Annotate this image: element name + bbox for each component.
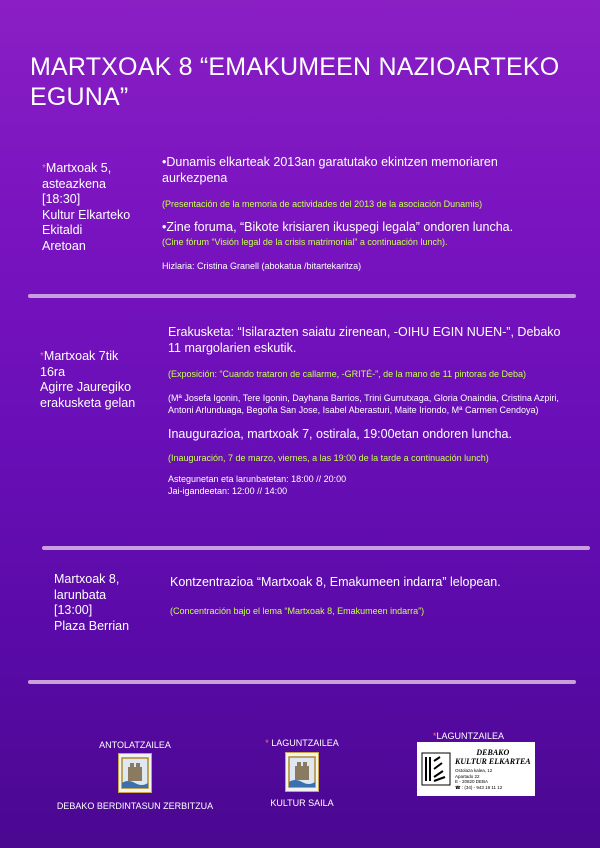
section-3-weekday: larunbata — [54, 587, 107, 602]
star-icon: * — [265, 738, 269, 748]
card-title-1: DEBAKO — [476, 748, 510, 757]
item-1-spanish: (Presentación de la memoria de actividades del 2013 de la asociación Dunamis) — [162, 199, 483, 209]
opening-spanish: (Inauguración, 7 de marzo, viernes, a las 19:00 de la tarde a continuación lunch) — [168, 452, 489, 463]
section-1-time: [18:30] — [42, 192, 81, 206]
section-2-place-2: erakusketa gelan — [40, 395, 136, 410]
sponsor-1-name: KULTUR SAILA — [270, 798, 334, 808]
section-3-datetime — [54, 572, 129, 634]
section-2-content — [168, 325, 568, 497]
exhibit-basque: Erakusketa: “Isilarazten saiatu zirenean, -OIHU EGIN NUEN-”, Debako 11 margolarien eskutik. — [168, 325, 561, 355]
section-1-place-3: Aretoan — [42, 238, 86, 253]
section-2-place-1: Agirre Jauregiko — [40, 380, 132, 394]
rally-basque: Kontzentrazioa “Martxoak 8, Emakumeen indarra” lelopean. — [170, 575, 501, 589]
section-2-datetime — [40, 349, 135, 411]
section-1-weekday: asteazkena — [42, 176, 106, 191]
artists-list: (Mª Josefa Igonin, Tere Igonin, Dayhana Barrios, Trini Gurrutxaga, Gloria Onaindia, Cristina Azpiri, Antoni Arlunduaga, Begoña San Jose, Isabel Aberasturi, Maite Iriondo, Mª Carmen Cendoya) — [168, 393, 559, 415]
section-1-place-2: Ekitaldi — [42, 223, 83, 237]
organizer-label: ANTOLATZAILEA — [99, 740, 171, 750]
opening-basque: Inaugurazioa, martxoak 7, ostirala, 19:00etan ondoren luncha. — [168, 427, 512, 441]
section-2-date-end: 16ra — [40, 364, 66, 379]
star-icon: * — [433, 731, 437, 741]
card-line: E - 20820 DEBA — [455, 779, 489, 784]
sponsor-1-label: LAGUNTZAILEA — [271, 738, 339, 748]
star-icon: * — [40, 351, 44, 362]
divider-1 — [28, 294, 576, 298]
section-2-date: Martxoak 7tik — [43, 349, 119, 363]
item-2-spanish: (Cine fórum “Visión legal de la crisis matrimonial” a continuación lunch). — [162, 236, 448, 247]
card-line: Ostolaza kalea, 12 — [455, 768, 493, 773]
section-1-date: Martxoak 5, — [45, 161, 112, 175]
organizer-name: DEBAKO BERDINTASUN ZERBITZUA — [56, 801, 214, 811]
card-address — [455, 768, 531, 790]
item-2-basque: •Zine foruma, “Bikote krisiaren ikuspegi legala” ondoren luncha. — [162, 220, 514, 234]
kultur-elkartea-logo-card — [417, 742, 535, 796]
organizer-block — [56, 740, 214, 811]
exhibit-spanish: (Exposición: “Cuando trataron de callarme, -GRITÉ-”, de la mano de 11 pintoras de Deba) — [168, 369, 527, 379]
section-3-content — [170, 575, 570, 617]
star-icon: * — [42, 163, 46, 174]
kultur-elkartea-icon — [421, 751, 451, 787]
card-line: Apartado 22 — [455, 773, 480, 779]
divider-3 — [28, 680, 576, 684]
deba-crest-logo — [285, 752, 319, 792]
section-3-place: Plaza Berrian — [54, 618, 130, 633]
section-1-datetime — [42, 161, 130, 254]
card-line: ☎ : (34) - 943 19 11 12 — [455, 784, 503, 790]
rally-spanish: (Concentración bajo el lema “Martxoak 8, Emakumeen indarra”) — [170, 605, 425, 616]
card-title-2: KULTUR ELKARTEA — [455, 757, 531, 766]
sponsor-1-block — [262, 738, 342, 808]
page-title: MARTXOAK 8 “EMAKUMEEN NAZIOARTEKO EGUNA” — [30, 53, 560, 111]
section-3-date: Martxoak 8, — [54, 572, 120, 586]
section-1-content — [162, 155, 562, 272]
section-1-place-1: Kultur Elkarteko — [42, 207, 131, 222]
sponsor-2-label-block — [433, 731, 533, 741]
deba-crest-logo — [118, 753, 152, 793]
speaker-text: Hizlaria: Cristina Granell (abokatua /bitartekaritza) — [162, 260, 362, 271]
hours-holiday: Jai-igandeetan: 12:00 // 14:00 — [168, 485, 288, 496]
item-1-basque: •Dunamis elkarteak 2013an garatutako ekintzen memoriaren aurkezpena — [162, 155, 498, 185]
hours-weekday: Astegunetan eta larunbatetan: 18:00 // 20:00 — [168, 473, 347, 484]
sponsor-2-label: LAGUNTZAILEA — [436, 731, 505, 741]
divider-2 — [42, 546, 590, 550]
section-3-time: [13:00] — [54, 603, 93, 617]
